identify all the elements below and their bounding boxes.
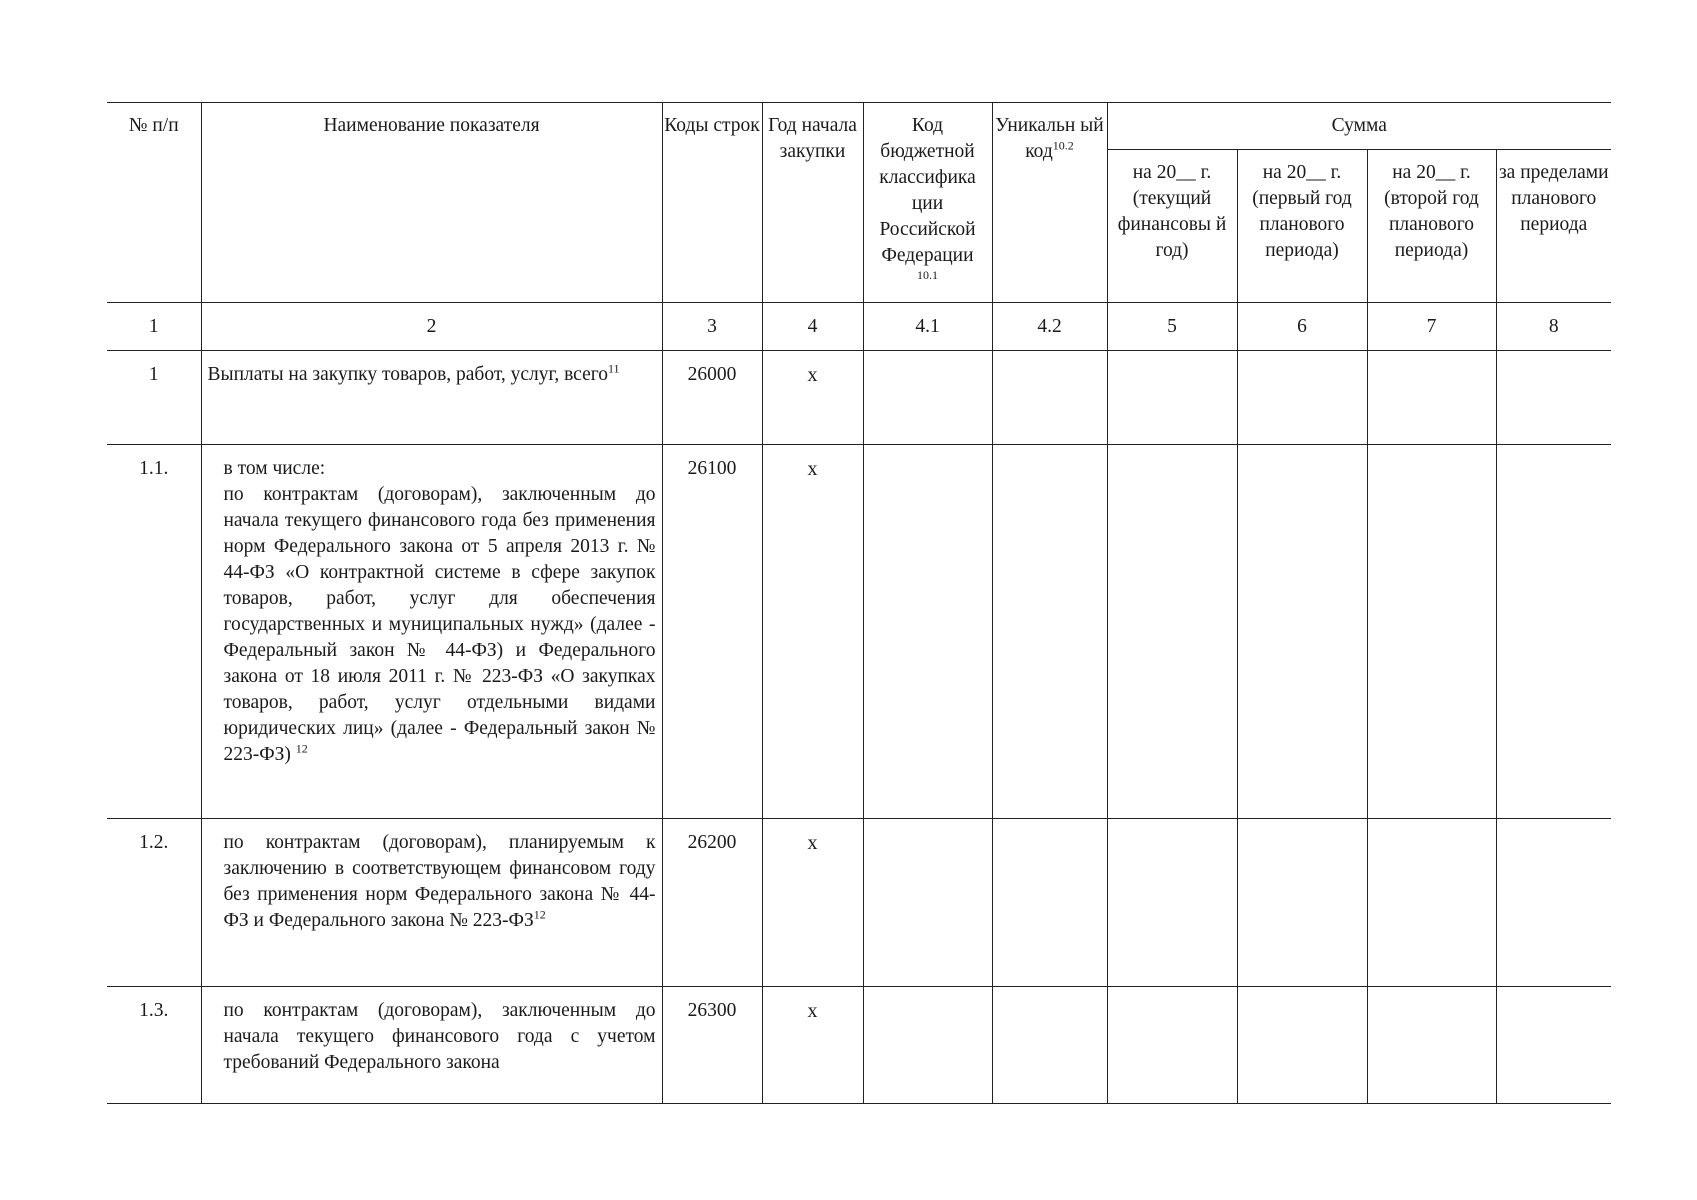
row-year: x <box>762 819 863 987</box>
empty-cell <box>1496 987 1611 1104</box>
empty-cell <box>863 987 992 1104</box>
row-name-text: по контрактам (договорам), заключенным до начала текущего финансового года с учетом требований Федерального закона <box>223 1000 656 1073</box>
row-name-text: Выплаты на закупку товаров, работ, услуг, всего <box>207 364 608 385</box>
table-row <box>107 351 1611 445</box>
row-code: 26000 <box>662 351 762 445</box>
empty-cell <box>1107 445 1237 819</box>
table-row <box>107 819 1611 987</box>
row-code: 26200 <box>662 819 762 987</box>
column-number: 4.2 <box>992 303 1107 351</box>
row-name <box>201 819 662 987</box>
empty-cell <box>863 445 992 819</box>
empty-cell <box>992 819 1107 987</box>
column-number: 3 <box>662 303 762 351</box>
empty-cell <box>863 351 992 445</box>
row-name <box>201 445 662 819</box>
empty-cell <box>1107 987 1237 1104</box>
row-number: 1 <box>107 351 201 445</box>
empty-cell <box>1496 445 1611 819</box>
header-name: Наименование показателя <box>201 103 662 303</box>
empty-cell <box>1496 351 1611 445</box>
row-footnote: 12 <box>295 741 308 756</box>
header-unique-label: Уникальн ый код <box>995 115 1104 162</box>
row-footnote: 12 <box>533 907 546 922</box>
header-kbk <box>863 103 992 303</box>
row-name-prefix: в том числе: <box>223 458 326 479</box>
header-sum: Сумма <box>1107 103 1611 150</box>
empty-cell <box>1237 445 1367 819</box>
column-number: 5 <box>1107 303 1237 351</box>
empty-cell <box>1237 819 1367 987</box>
header-sum-first: на 20__ г. (первый год планового периода) <box>1237 150 1367 303</box>
empty-cell <box>992 987 1107 1104</box>
row-year: x <box>762 351 863 445</box>
row-number: 1.3. <box>107 987 201 1104</box>
header-year: Год начала закупки <box>762 103 863 303</box>
header-unique <box>992 103 1107 303</box>
header-sum-current: на 20__ г. (текущий финансовы й год) <box>1107 150 1237 303</box>
column-number: 4.1 <box>863 303 992 351</box>
empty-cell <box>1496 819 1611 987</box>
empty-cell <box>1107 351 1237 445</box>
row-name <box>201 987 662 1104</box>
header-codes: Коды строк <box>662 103 762 303</box>
empty-cell <box>1237 987 1367 1104</box>
empty-cell <box>863 819 992 987</box>
header-num: № п/п <box>107 103 201 303</box>
row-name-text: по контрактам (договорам), планируемым к заключению в соответствующем финансовом году без применения норм Федерального закона № 44-ФЗ и Федерального закона № 223-ФЗ <box>223 832 656 931</box>
row-footnote: 11 <box>608 361 620 376</box>
row-number: 1.1. <box>107 445 201 819</box>
table-row <box>107 445 1611 819</box>
table-row <box>107 987 1611 1104</box>
row-year: x <box>762 987 863 1104</box>
empty-cell <box>992 445 1107 819</box>
column-number: 2 <box>201 303 662 351</box>
procurement-payments-table <box>107 102 1611 1104</box>
empty-cell <box>1367 987 1496 1104</box>
column-number: 1 <box>107 303 201 351</box>
header-kbk-label: Код бюджетной классифика ции Российской Федерации <box>879 115 976 266</box>
row-year: x <box>762 445 863 819</box>
column-number: 7 <box>1367 303 1496 351</box>
column-number: 8 <box>1496 303 1611 351</box>
column-number: 6 <box>1237 303 1367 351</box>
row-code: 26300 <box>662 987 762 1104</box>
row-name-text: по контрактам (договорам), заключенным до начала текущего финансового года без применения норм Федерального закона от 5 апреля 2013 г. № 44-ФЗ «О контрактной системе в сфере закупок товаров, работ, услуг для обеспечения государственных и муниципальных нужд» (далее - Федеральный закон № 44-ФЗ) и Федерального закона от 18 июля 2011 г. № 223-ФЗ «О закупках товаров, работ, услуг отдельными видами юридических лиц» (далее - Федеральный закон № 223-ФЗ) <box>223 484 656 765</box>
header-kbk-footnote: 10.1 <box>917 268 938 282</box>
column-number: 4 <box>762 303 863 351</box>
row-number: 1.2. <box>107 819 201 987</box>
empty-cell <box>1107 819 1237 987</box>
row-name <box>201 351 662 445</box>
header-sum-second: на 20__ г. (второй год планового периода) <box>1367 150 1496 303</box>
header-unique-footnote: 10.2 <box>1052 138 1074 153</box>
header-sum-beyond: за пределами планового периода <box>1496 150 1611 303</box>
empty-cell <box>1367 819 1496 987</box>
empty-cell <box>1237 351 1367 445</box>
empty-cell <box>1367 351 1496 445</box>
empty-cell <box>992 351 1107 445</box>
empty-cell <box>1367 445 1496 819</box>
row-code: 26100 <box>662 445 762 819</box>
